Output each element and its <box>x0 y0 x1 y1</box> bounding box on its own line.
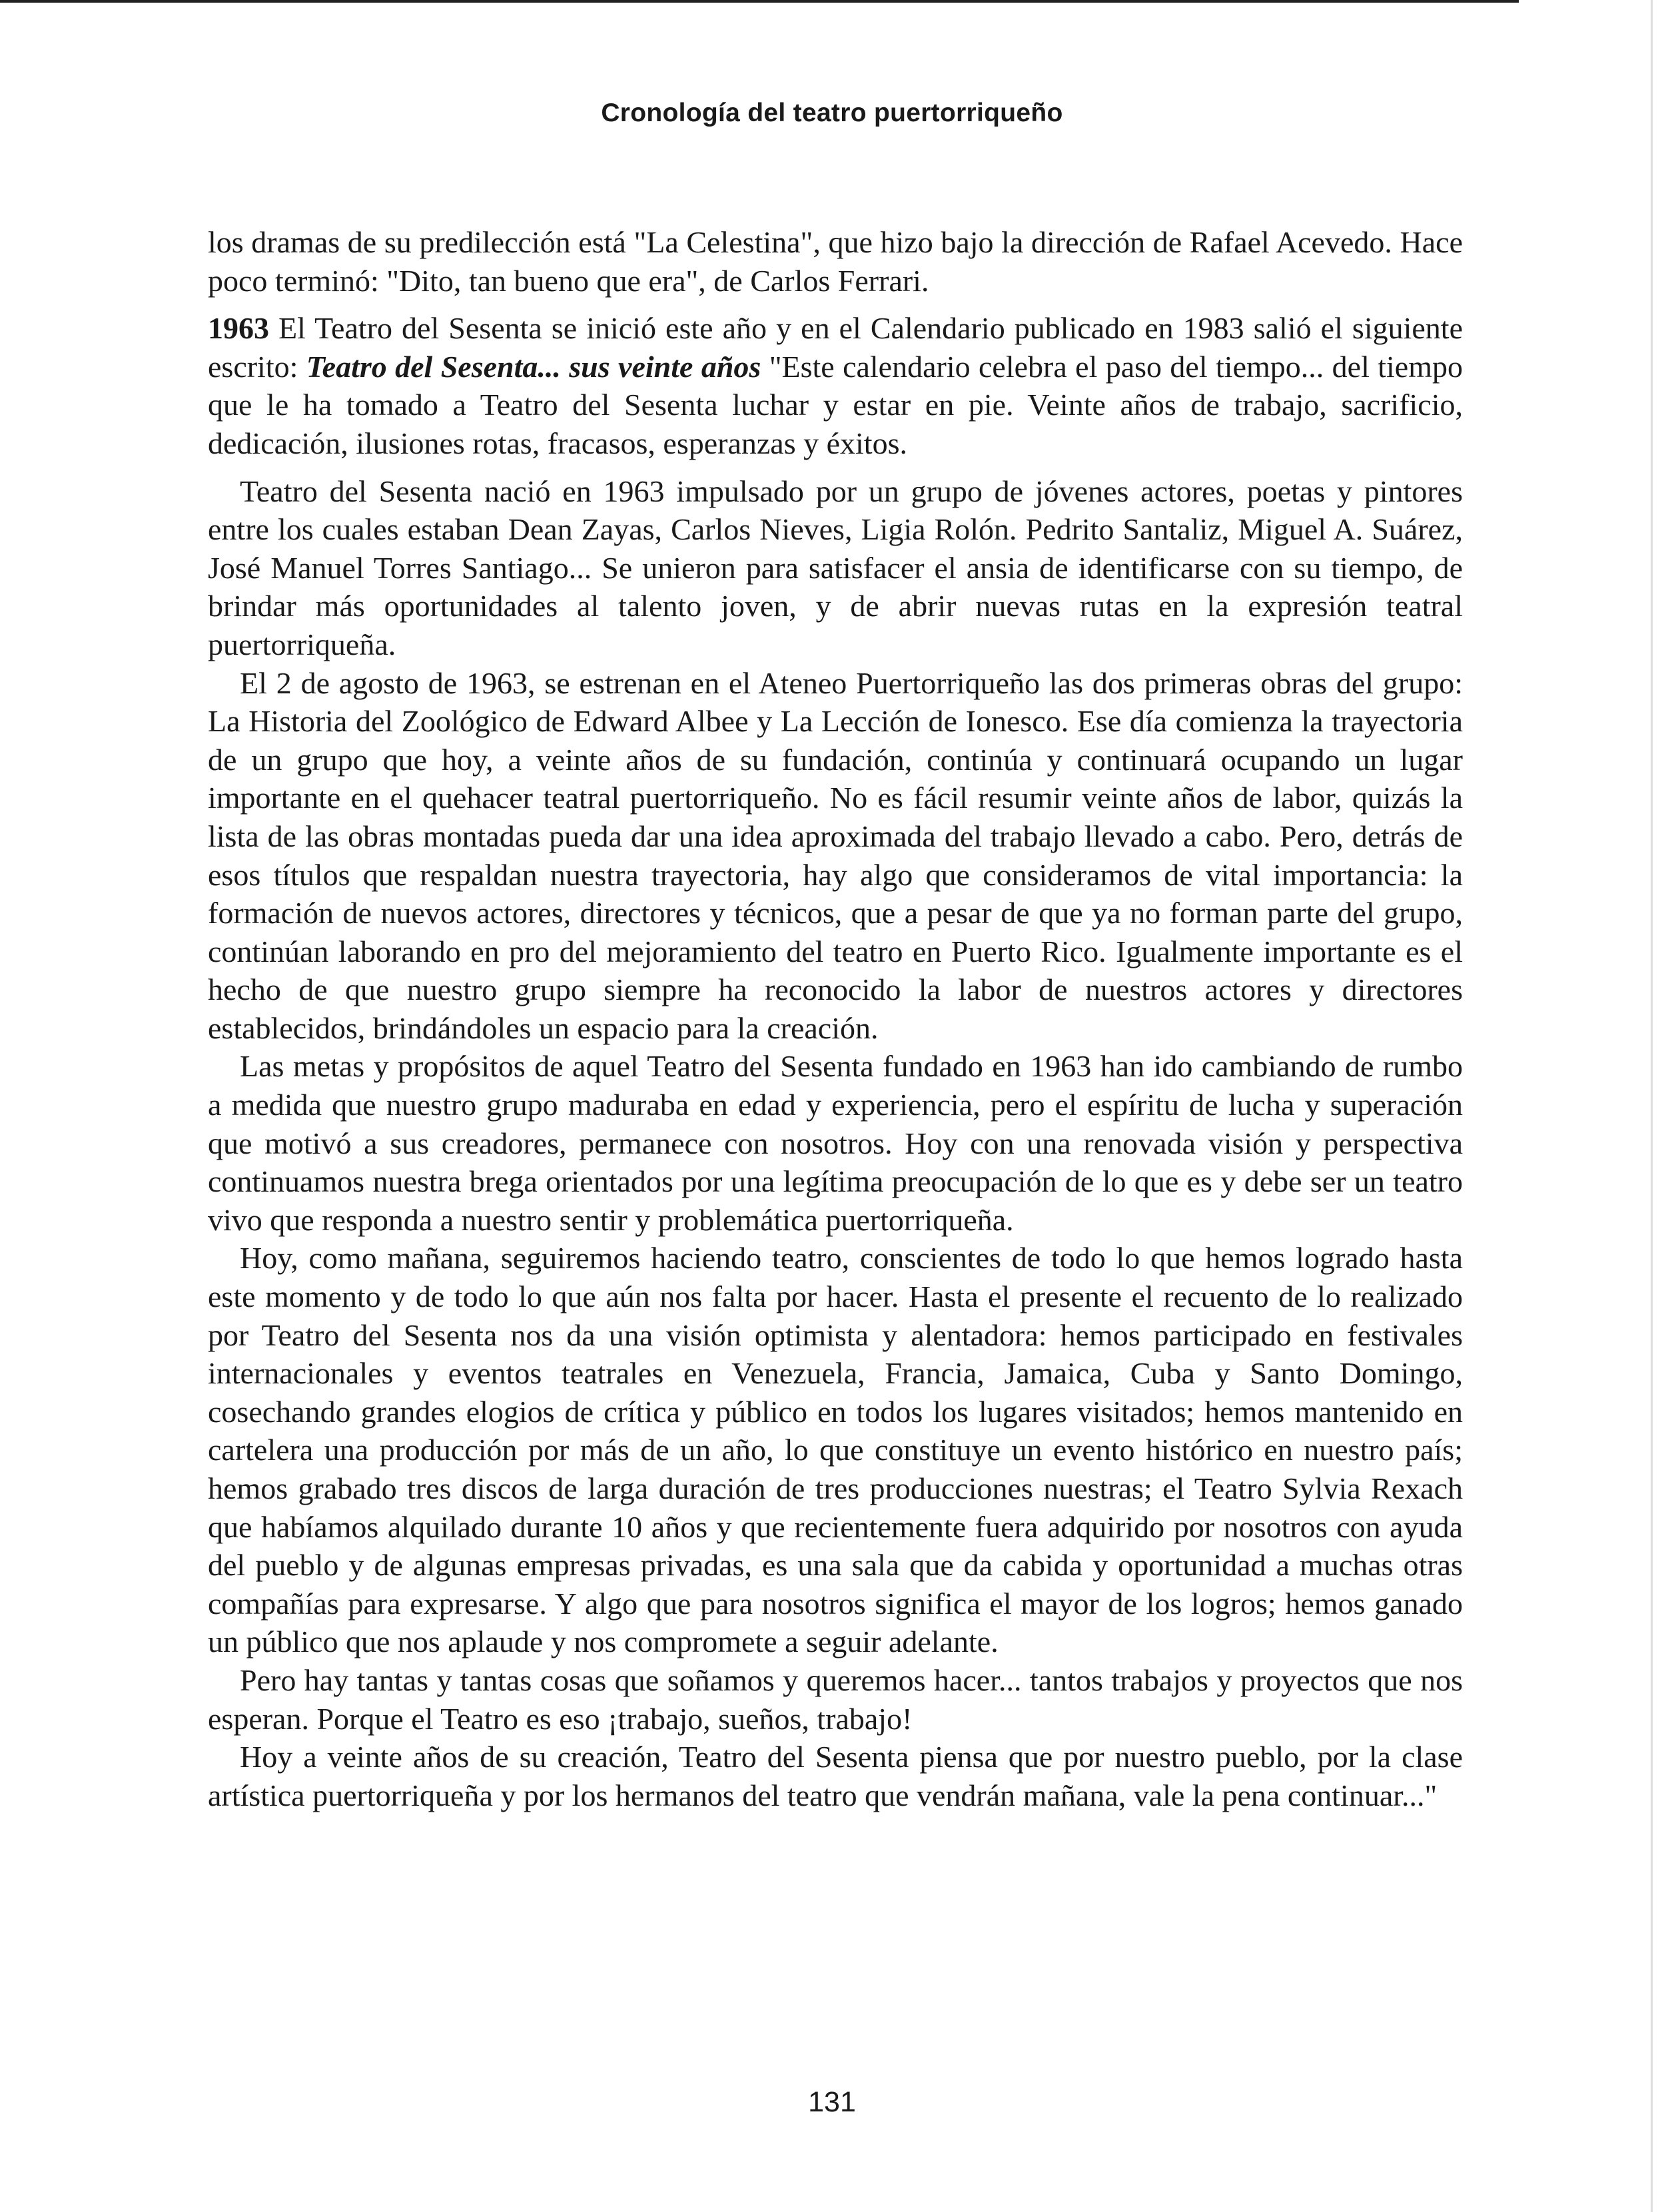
paragraph: Las metas y propósitos de aquel Teatro del Sesenta fundado en 1963 han ido cambiando de rumbo a medida que nuestro grupo maduraba en edad y experiencia, pero el espíritu de lucha y superación que motivó a sus creadores, permanece con nosotros. Hoy con una renovada visión y perspectiva continuamos nuestra brega orientados por una legítima preocupación de lo que es y debe ser un teatro vivo que responda a nuestro sentir y problemática puertorriqueña. <box>208 1049 1463 1237</box>
paragraph-continuation: los dramas de su predilección está "La Celestina", que hizo bajo la dirección de Rafael Acevedo. Hace poco terminó: "Dito, tan bueno que era", de Carlos Ferrari. <box>208 225 1463 298</box>
entry-1963 <box>208 309 1463 462</box>
scan-edge-top <box>0 0 1519 3</box>
page-body <box>208 223 1463 1814</box>
paragraph: Hoy, como mañana, seguiremos haciendo teatro, conscientes de todo lo que hemos logrado hasta este momento y de todo lo que aún nos falta por hacer. Hasta el presente el recuento de lo realizado por Teatro del Sesenta nos da una visión optimista y alentadora: hemos participado en festivales internacionales y eventos teatrales en Venezuela, Francia, Jamaica, Cuba y Santo Domingo, cosechando grandes elogios de crítica y público en todos los lugares visitados; hemos mantenido en cartelera una producción por más de un año, lo que constituye un evento histórico en nuestro país; hemos grabado tres discos de larga duración de tres producciones nuestras; el Teatro Sylvia Rexach que habíamos alquilado durante 10 años y que recientemente fuera adquirido por nosotros con ayuda del pueblo y de algunas empresas privadas, es una sala que da cabida y oportunidad a muchas otras compañías para expresarse. Y algo que para nosotros significa el mayor de los logros; hemos ganado un público que nos aplaude y nos compromete a seguir adelante. <box>208 1241 1463 1659</box>
entry-quoted-title: Teatro del Sesenta... sus veinte años <box>306 349 761 384</box>
running-header: Cronología del teatro puertorriqueño <box>601 99 1063 127</box>
scan-edge-right <box>1651 0 1653 2212</box>
entry-quote-start: "Este calendario celebra el paso del tiempo... del tiempo que le ha tomado a Teatro del Sesenta luchar y estar en pie. Veinte años de trabajo, sacrificio, dedicación, ilusiones rotas, fracasos, esperanzas y éxitos. <box>208 349 1463 460</box>
entry-year: 1963 <box>208 311 269 346</box>
paragraph: El 2 de agosto de 1963, se estrenan en el Ateneo Puertorriqueño las dos primeras obras del grupo: La Historia del Zoológico de Edward Albee y La Lección de Ionesco. Ese día comienza la trayectoria de un grupo que hoy, a veinte años de su fundación, continúa y continuará ocupando un lugar importante en el quehacer teatral puertorriqueño. No es fácil resumir veinte años de labor, quizás la lista de las obras montadas pueda dar una idea aproximada del trabajo llevado a cabo. Pero, detrás de esos títulos que respaldan nuestra trayectoria, hay algo que consideramos de vital importancia: la formación de nuevos actores, directores y técnicos, que a pesar de que ya no forman parte del grupo, continúan laborando en pro del mejoramiento del teatro en Puerto Rico. Igualmente importante es el hecho de que nuestro grupo siempre ha reconocido la labor de nuestros actores y directores establecidos, brindándoles un espacio para la creación. <box>208 665 1463 1045</box>
paragraph: Hoy a veinte años de su creación, Teatro del Sesenta piensa que por nuestro pueblo, por la clase artística puertorriqueña y por los hermanos del teatro que vendrán mañana, vale la pena continuar..." <box>208 1740 1463 1812</box>
entry-intro: El Teatro del Sesenta se inició este año y en el Calendario publicado en 1983 salió el siguiente escrito: <box>208 311 1463 384</box>
page-number: 131 <box>808 2086 856 2118</box>
paragraph: Teatro del Sesenta nació en 1963 impulsado por un grupo de jóvenes actores, poetas y pintores entre los cuales estaban Dean Zayas, Carlos Nieves, Ligia Rolón. Pedrito Santaliz, Miguel A. Suárez, José Manuel Torres Santiago... Se unieron para satisfacer el ansia de identificarse con su tiempo, de brindar más oportunidades al talento joven, y de abrir nuevas rutas en la expresión teatral puertorriqueña. <box>208 474 1463 661</box>
paragraph: Pero hay tantas y tantas cosas que soñamos y queremos hacer... tantos trabajos y proyectos que nos esperan. Porque el Teatro es eso ¡trabajo, sueños, trabajo! <box>208 1662 1463 1736</box>
